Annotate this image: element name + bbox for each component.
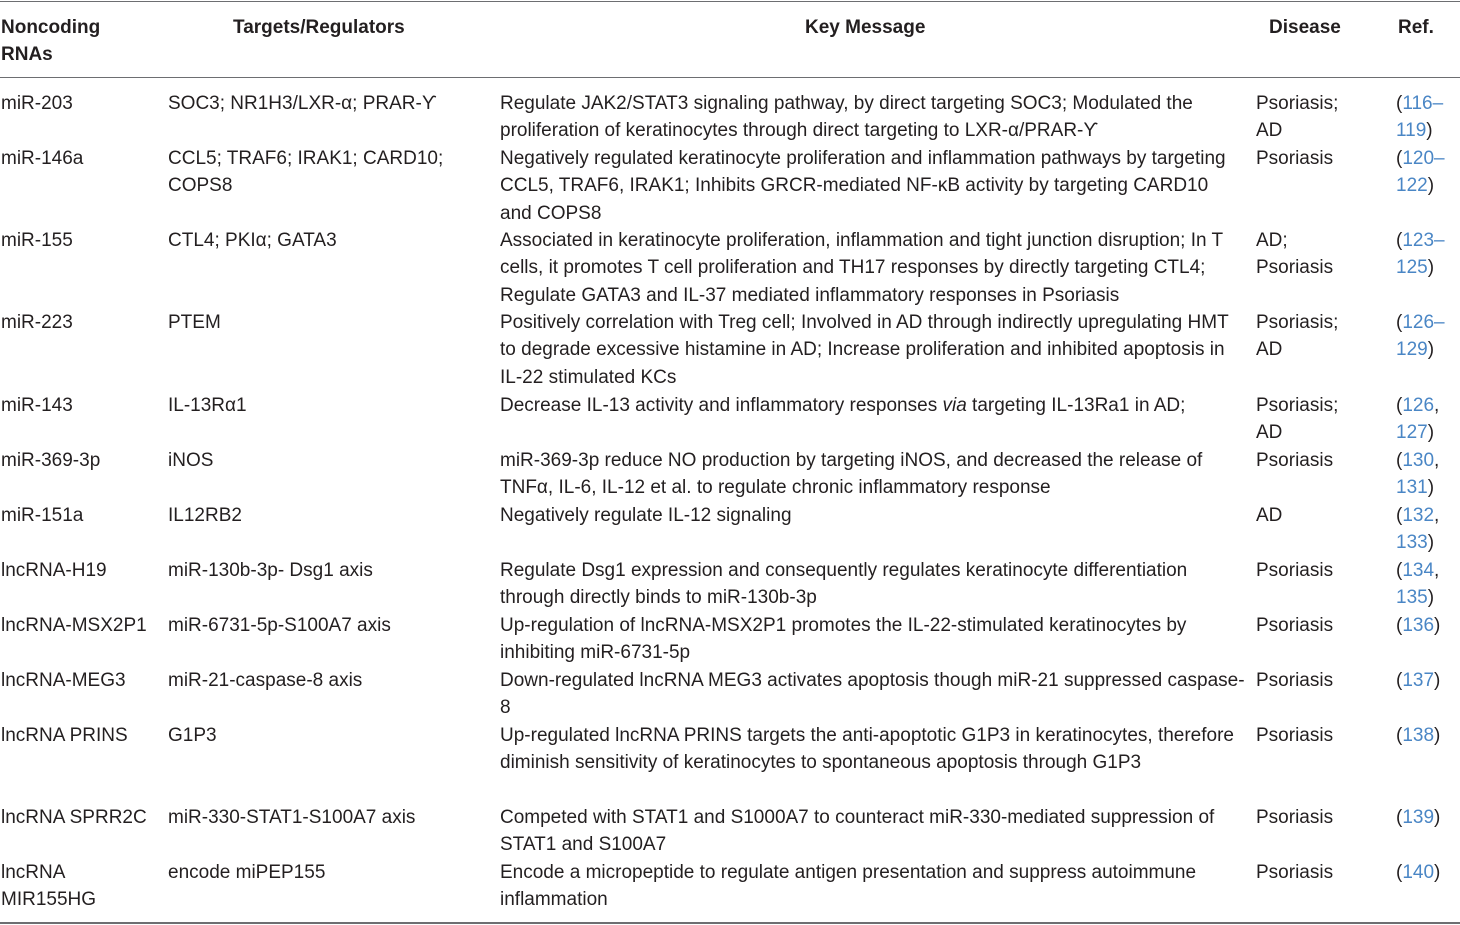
key-message: Down-regulated lncRNA MEG3 activates apoptosis though miR-21 suppressed caspase-8 xyxy=(500,670,1245,719)
noncoding-rna-name: miR-203 xyxy=(1,93,73,114)
disease xyxy=(1256,859,1356,886)
reference-line xyxy=(1396,447,1460,474)
disease-line: Psoriasis xyxy=(1256,560,1334,581)
reference-line xyxy=(1396,227,1460,254)
reference-number: 126– xyxy=(1402,312,1445,333)
reference xyxy=(1396,667,1460,694)
disease-line: AD; xyxy=(1256,230,1288,251)
targets-regulators: miR-6731-5p-S100A7 axis xyxy=(168,615,391,636)
reference-line xyxy=(1396,667,1460,694)
disease xyxy=(1256,309,1356,364)
reference-open: ( xyxy=(1396,807,1403,828)
disease xyxy=(1256,227,1356,282)
reference-number: 119 xyxy=(1396,120,1427,142)
targets-regulators: IL12RB2 xyxy=(168,505,242,526)
disease xyxy=(1256,145,1356,172)
reference-number: 123– xyxy=(1402,230,1445,251)
disease-line: Psoriasis xyxy=(1256,862,1334,883)
reference xyxy=(1396,722,1460,749)
reference-close: , xyxy=(1434,560,1440,581)
reference xyxy=(1396,502,1460,557)
disease xyxy=(1256,612,1356,639)
reference-close: , xyxy=(1434,395,1440,416)
noncoding-rna-name: miR-143 xyxy=(1,395,73,416)
reference-number: 133 xyxy=(1396,532,1428,554)
reference-line xyxy=(1396,502,1460,529)
disease-line: AD xyxy=(1256,505,1283,526)
reference-number: 122 xyxy=(1396,175,1428,197)
reference-line xyxy=(1396,117,1460,144)
reference-close: ) xyxy=(1434,670,1441,691)
reference-close: ) xyxy=(1427,339,1435,361)
noncoding-rna-name: miR-146a xyxy=(1,148,84,169)
reference-line xyxy=(1396,392,1460,419)
reference-open: ( xyxy=(1396,725,1403,746)
disease xyxy=(1256,804,1356,831)
reference-line xyxy=(1396,529,1460,556)
reference-close: ) xyxy=(1434,725,1441,746)
targets-regulators: miR-21-caspase-8 axis xyxy=(168,670,363,691)
key-message: Associated in keratinocyte proliferation, inflammation and tight junction disruption; In T cells, it promotes T cell proliferation and TH17 responses by directly targeting CTL4; Regulate GATA3 and IL-37 mediated inflammatory responses in Psoriasis xyxy=(500,230,1223,306)
reference-number: 127 xyxy=(1396,422,1428,444)
reference xyxy=(1396,859,1460,886)
noncoding-rna-name: miR-151a xyxy=(1,505,84,526)
reference-line xyxy=(1396,309,1460,336)
disease xyxy=(1256,90,1356,145)
reference-line xyxy=(1396,584,1460,611)
reference-open: ( xyxy=(1396,230,1403,251)
reference-number: 140 xyxy=(1402,862,1435,883)
disease-line: Psoriasis; xyxy=(1256,312,1339,333)
key-message: Encode a micropeptide to regulate antigen presentation and suppress autoimmune inflammation xyxy=(500,862,1197,911)
reference-open: ( xyxy=(1396,505,1403,526)
targets-regulators: PTEM xyxy=(168,312,221,333)
reference-number: 116– xyxy=(1402,93,1444,114)
disease-line: Psoriasis xyxy=(1256,450,1334,471)
reference xyxy=(1396,145,1460,200)
header-key-message: Key Message xyxy=(805,17,926,38)
targets-regulators: IL-13Rα1 xyxy=(168,395,247,416)
reference-number: 134 xyxy=(1402,560,1435,581)
key-message: Regulate JAK2/STAT3 signaling pathway, by direct targeting SOC3; Modulated the proliferation of keratinocytes through direct targeting to LXR-α/PRAR-ϒ xyxy=(500,93,1193,142)
disease-line: Psoriasis xyxy=(1256,725,1334,746)
header-rule xyxy=(0,77,1460,78)
targets-regulators: CCL5; TRAF6; IRAK1; CARD10; COPS8 xyxy=(168,148,444,197)
disease-line: AD xyxy=(1256,339,1283,361)
key-message: Negatively regulate IL-12 signaling xyxy=(500,505,792,526)
noncoding-rna-name: miR-223 xyxy=(1,312,73,333)
key-message-text: targeting IL-13Ra1 in AD; xyxy=(966,395,1186,416)
targets-regulators: G1P3 xyxy=(168,725,217,746)
reference-line xyxy=(1396,90,1460,117)
reference-line xyxy=(1396,336,1460,363)
key-message: Up-regulated lncRNA PRINS targets the anti-apoptotic G1P3 in keratinocytes, therefore diminish sensitivity of keratinocytes to spontaneous apoptosis through G1P3 xyxy=(500,725,1234,774)
key-message: Competed with STAT1 and S1000A7 to counteract miR-330-mediated suppression of STAT1 and S100A7 xyxy=(500,807,1215,856)
reference-line xyxy=(1396,419,1460,446)
disease xyxy=(1256,557,1356,584)
key-message-italic: via xyxy=(942,395,967,416)
reference-number: 138 xyxy=(1402,725,1435,746)
reference-number: 126 xyxy=(1402,395,1435,416)
reference-close: ) xyxy=(1434,615,1441,636)
noncoding-rna-name: lncRNA PRINS xyxy=(1,725,128,746)
targets-regulators: miR-130b-3p- Dsg1 axis xyxy=(168,560,373,581)
reference-open: ( xyxy=(1396,148,1403,169)
disease-line: Psoriasis xyxy=(1256,615,1334,636)
header-targets-regulators: Targets/Regulators xyxy=(233,17,405,38)
header-disease: Disease xyxy=(1269,17,1341,38)
disease xyxy=(1256,502,1356,529)
disease xyxy=(1256,392,1356,447)
reference xyxy=(1396,392,1460,447)
reference-number: 131 xyxy=(1396,477,1428,499)
disease xyxy=(1256,722,1356,749)
reference-number: 137 xyxy=(1402,670,1435,691)
targets-regulators: miR-330-STAT1-S100A7 axis xyxy=(168,807,416,828)
noncoding-rna-name: lncRNA-MSX2P1 xyxy=(1,615,147,636)
disease-line: Psoriasis xyxy=(1256,807,1334,828)
disease-line: Psoriasis; xyxy=(1256,395,1339,416)
reference-close: ) xyxy=(1427,257,1435,279)
disease-line: Psoriasis xyxy=(1256,670,1334,691)
reference xyxy=(1396,227,1460,282)
reference-line xyxy=(1396,145,1460,172)
reference-number: 132 xyxy=(1402,505,1435,526)
reference-number: 135 xyxy=(1396,587,1428,609)
reference-close: ) xyxy=(1427,532,1435,554)
disease-line: Psoriasis; xyxy=(1256,93,1339,114)
reference xyxy=(1396,557,1460,612)
disease-line: AD xyxy=(1256,422,1283,444)
reference-line xyxy=(1396,474,1460,501)
disease-line: Psoriasis xyxy=(1256,148,1334,169)
reference-number: 139 xyxy=(1402,807,1435,828)
noncoding-rna-name: lncRNA-H19 xyxy=(1,560,107,581)
reference-line xyxy=(1396,722,1460,749)
top-rule xyxy=(0,1,1460,2)
disease-line: AD xyxy=(1256,120,1283,142)
reference-close: ) xyxy=(1427,587,1435,609)
key-message: Negatively regulated keratinocyte proliferation and inflammation pathways by targeting CCL5, TRAF6, IRAK1; Inhibits GRCR-mediated NF-ĸB activity by targeting CARD10 and COPS8 xyxy=(500,148,1226,224)
reference-open: ( xyxy=(1396,450,1403,471)
bottom-rule xyxy=(0,922,1460,924)
reference-line xyxy=(1396,254,1460,281)
noncoding-rna-name: lncRNA-MEG3 xyxy=(1,670,126,691)
disease-line: Psoriasis xyxy=(1256,257,1334,279)
noncoding-rna-name: miR-369-3p xyxy=(1,450,101,471)
reference xyxy=(1396,612,1460,639)
noncoding-rna-name: miR-155 xyxy=(1,230,73,251)
reference-open: ( xyxy=(1396,395,1403,416)
reference-open: ( xyxy=(1396,670,1403,691)
header-ref: Ref. xyxy=(1398,17,1434,38)
reference-close: ) xyxy=(1427,422,1435,444)
reference-line xyxy=(1396,557,1460,584)
reference-number: 120– xyxy=(1402,148,1445,169)
reference-close: ) xyxy=(1427,175,1435,197)
reference-close: , xyxy=(1434,450,1440,471)
targets-regulators: iNOS xyxy=(168,450,214,471)
disease xyxy=(1256,447,1356,474)
targets-regulators: encode miPEP155 xyxy=(168,862,326,883)
reference-line xyxy=(1396,804,1460,831)
key-message: Up-regulation of lncRNA-MSX2P1 promotes the IL-22-stimulated keratinocytes by inhibiting miR-6731-5p xyxy=(500,615,1187,664)
reference-number: 130 xyxy=(1402,450,1435,471)
reference-open: ( xyxy=(1396,560,1403,581)
reference-line xyxy=(1396,612,1460,639)
key-message: Regulate Dsg1 expression and consequently regulates keratinocyte differentiation through directly binds to miR-130b-3p xyxy=(500,560,1188,609)
reference-open: ( xyxy=(1396,862,1403,883)
reference-line xyxy=(1396,859,1460,886)
key-message: miR-369-3p reduce NO production by targeting iNOS, and decreased the release of TNFα, IL-6, IL-12 et al. to regulate chronic inflammatory response xyxy=(500,450,1203,499)
key-message xyxy=(500,392,1245,419)
reference-open: ( xyxy=(1396,312,1403,333)
reference-close: ) xyxy=(1427,477,1435,499)
reference-number: 129 xyxy=(1396,339,1428,361)
reference-open: ( xyxy=(1396,93,1403,114)
reference-close: ) xyxy=(1434,807,1441,828)
key-message-text: Decrease IL-13 activity and inflammatory responses xyxy=(500,395,943,416)
targets-regulators: CTL4; PKIα; GATA3 xyxy=(168,230,337,251)
reference xyxy=(1396,447,1460,502)
reference-close: ) xyxy=(1426,120,1433,142)
targets-regulators: SOC3; NR1H3/LXR-α; PRAR-ϒ xyxy=(168,93,437,114)
reference-close: , xyxy=(1434,505,1440,526)
reference xyxy=(1396,309,1460,364)
header-noncoding-rnas: Noncoding RNAs xyxy=(1,17,101,65)
reference-number: 125 xyxy=(1396,257,1428,279)
noncoding-rna-name: lncRNA SPRR2C xyxy=(1,807,147,828)
key-message: Positively correlation with Treg cell; Involved in AD through indirectly upregulating HMT to degrade excessive histamine in AD; Increase proliferation and inhibited apoptosis in IL-22 stimulated KCs xyxy=(500,312,1229,388)
noncoding-rna-name: lncRNA MIR155HG xyxy=(1,862,97,911)
reference-line xyxy=(1396,172,1460,199)
reference-number: 136 xyxy=(1402,615,1435,636)
reference xyxy=(1396,804,1460,831)
disease xyxy=(1256,667,1356,694)
reference-close: ) xyxy=(1434,862,1441,883)
reference xyxy=(1396,90,1460,145)
reference-open: ( xyxy=(1396,615,1403,636)
